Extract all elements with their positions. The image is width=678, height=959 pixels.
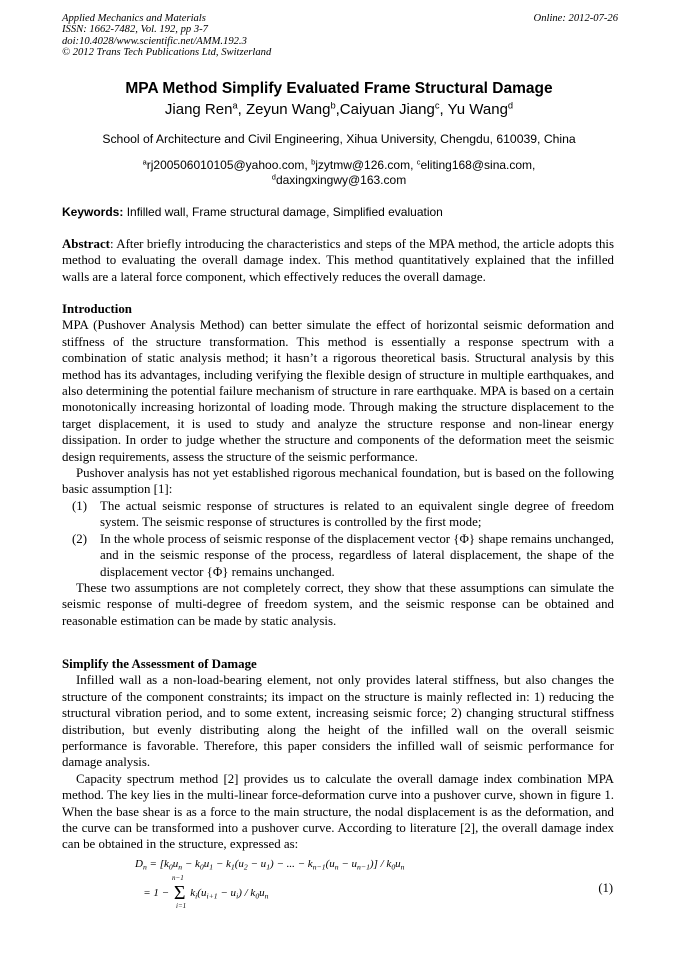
section-heading: Simplify the Assessment of Damage bbox=[62, 657, 257, 671]
email-address[interactable]: jzytmw@126.com bbox=[315, 158, 411, 172]
paragraph: Infilled wall as a non-load-bearing element, not only provides lateral stiffness, but also changes the structure of the component constraints; its impact on the structure is mainly reflected in: 1) reducing the structural vibration period, and to some extent, increasing seismic force; 2) changing structural stiffness distribution, but evenly distributing along the height of the infilled wall on the overall seismic performance is favorable. Therefore, this paper considers the infilled wall of seismic performance for damage analysis. bbox=[62, 673, 614, 770]
author-name: Zeyun Wang bbox=[245, 101, 331, 118]
simplify-section bbox=[62, 656, 614, 853]
keywords bbox=[62, 205, 618, 219]
author-mark: c bbox=[434, 100, 440, 111]
author-separator: , bbox=[237, 101, 246, 118]
paragraph: These two assumptions are not completely correct, they show that these assumptions can simulate the seismic response of multi-degree of freedom system, and the seismic response can be obtained and reasonable estimation can be made by static analysis. bbox=[62, 580, 614, 628]
email-address[interactable]: daxingxingwy@163.com bbox=[275, 173, 407, 187]
paragraph: MPA (Pushover Analysis Method) can better simulate the effect of horizontal seismic deformation and stiffness of the structure transformation. This method is essentially a response spectrum with a combination of static analysis method; it hasn’t a rigorous theoretical basis. Structural analysis by this method has its advantages, including verifying the flexible design of structure in multiple earthquakes, and also determining the potential failure mechanism of structure in rare earthquake. MPA is based on a certain monotonically increasing horizontal of loading mode. Through making the structure displacement to the target displacement, it is used to study and analyze the structure response and non-linear energy dissipation. In order to judge whether the structure and components of the deformation meet the seismic design requirements, assess the structure of the seismic performance. bbox=[62, 318, 614, 464]
email-list bbox=[0, 158, 678, 188]
introduction-section bbox=[62, 301, 614, 629]
keywords-label: Keywords: bbox=[62, 205, 124, 219]
online-date: Online: 2012-07-26 bbox=[533, 13, 618, 24]
affiliation: School of Architecture and Civil Engineering, Xihua University, Chengdu, 610039, China bbox=[102, 132, 576, 146]
sum-upper-limit: n−1 bbox=[172, 874, 184, 882]
list-text: In the whole process of seismic response of the displacement vector {Φ} shape remains unchanged, and in the seismic response of the process, regardless of lateral displacement, the shape of the displacement vector {Φ} remains unchanged. bbox=[100, 531, 614, 579]
sigma-symbol: Σ bbox=[173, 882, 186, 904]
list-item bbox=[62, 498, 614, 531]
email-mark: d bbox=[271, 172, 276, 182]
email-separator: , bbox=[532, 158, 536, 172]
paragraph: Capacity spectrum method [2] provides us to calculate the overall damage index combination MPA method. The key lies in the multi-linear force-deformation curve into a pushover curve, shown in figure 1. When the base shear is as a force to the main structure, the nodal displacement is as the deformation, and the curve can be transformed into a pushover curve. According to literature [2], the overall damage index can be obtained in the structure, expressed as: bbox=[62, 771, 614, 852]
section-heading: Introduction bbox=[62, 302, 132, 316]
author-name: Yu Wang bbox=[447, 101, 508, 118]
list-number: (2) bbox=[72, 531, 88, 546]
equation-line-1: $D_n = [k_0u_n - k_0u_1 - k_1(u_2 - u_1)$ − ... − $k_{n-1}(u_n - u_{n-1})] / k_0u_n$ bbox=[135, 858, 405, 872]
list-item bbox=[62, 531, 614, 580]
author-mark: a bbox=[232, 100, 238, 111]
abstract bbox=[62, 236, 614, 285]
paragraph: Pushover analysis has not yet established rigorous mechanical foundation, but is based on the following basic assumption [1]: bbox=[62, 466, 614, 497]
equation-line-2: = 1 − Σ $k_i(u_{i+1} - u_i) / k_0u_n$ bbox=[135, 882, 269, 904]
email-address[interactable]: rj200506010105@yahoo.com bbox=[146, 158, 305, 172]
author-list bbox=[0, 101, 678, 118]
author-name: Jiang Ren bbox=[164, 101, 233, 118]
equation-number: (1) bbox=[598, 881, 613, 895]
journal-name: Applied Mechanics and Materials bbox=[62, 13, 206, 24]
email-separator: , bbox=[304, 158, 312, 172]
journal-header bbox=[62, 13, 618, 59]
paper-title: MPA Method Simplify Evaluated Frame Structural Damage bbox=[125, 80, 553, 97]
copyright-line: © 2012 Trans Tech Publications Ltd, Switzerland bbox=[62, 47, 272, 59]
email-address[interactable]: eliting168@sina.com bbox=[420, 158, 533, 172]
list-text: The actual seismic response of structures is related to an equivalent single degree of freedom system. The seismic response of structures is controlled by the first mode; bbox=[100, 498, 614, 530]
sum-lower-limit: i=1 bbox=[176, 902, 187, 910]
abstract-text: : After briefly introducing the characteristics and steps of the MPA method, the article adopts this method to evaluating the overall damage index. This method quantitatively explained that the infilled walls are a lateral force component, which effectively reduces the overall damage. bbox=[62, 237, 614, 284]
doi-line[interactable]: doi:10.4028/www.scientific.net/AMM.192.3 bbox=[62, 35, 247, 47]
email-mark: c bbox=[416, 157, 421, 167]
abstract-label: Abstract bbox=[62, 237, 110, 251]
author-separator: , bbox=[439, 101, 448, 118]
author-mark: b bbox=[330, 100, 336, 111]
list-number: (1) bbox=[72, 498, 88, 513]
email-mark: a bbox=[142, 157, 147, 167]
author-separator: , bbox=[335, 101, 340, 118]
assumption-list bbox=[62, 498, 614, 580]
email-mark: b bbox=[311, 157, 316, 167]
keywords-text: Infilled wall, Frame structural damage, Simplified evaluation bbox=[123, 205, 443, 219]
author-name: Caiyuan Jiang bbox=[339, 101, 435, 118]
issn-line: ISSN: 1662-7482, Vol. 192, pp 3-7 bbox=[62, 24, 208, 36]
email-separator: , bbox=[410, 158, 417, 172]
author-mark: d bbox=[507, 100, 514, 111]
